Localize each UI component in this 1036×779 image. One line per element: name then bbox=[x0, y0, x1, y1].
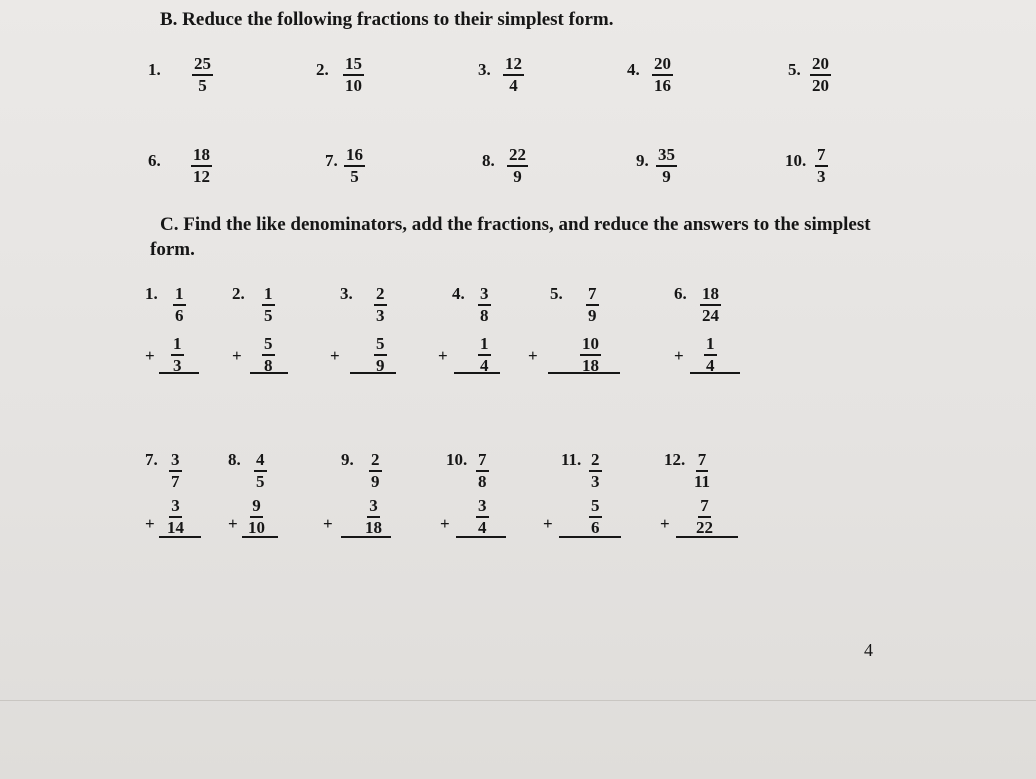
numerator: 18 bbox=[700, 284, 721, 306]
denominator: 11 bbox=[694, 472, 711, 491]
fraction-a bbox=[586, 284, 599, 326]
c-problem-2 bbox=[232, 284, 292, 380]
denominator: 9 bbox=[513, 167, 522, 186]
denominator: 7 bbox=[171, 472, 180, 491]
fraction-a bbox=[374, 284, 387, 326]
plus-sign: + bbox=[440, 514, 450, 533]
b-item-10-fraction bbox=[815, 145, 828, 187]
b-item-8-number: 8. bbox=[482, 151, 495, 170]
numerator: 16 bbox=[344, 145, 365, 167]
section-b-title: B. Reduce the following fractions to their simplest form. bbox=[160, 9, 614, 30]
numerator: 1 bbox=[262, 284, 275, 306]
denominator: 5 bbox=[198, 76, 207, 95]
b-item-2-number: 2. bbox=[316, 60, 329, 79]
plus-sign: + bbox=[232, 346, 242, 365]
b-item-10-number: 10. bbox=[785, 151, 807, 170]
fraction-b bbox=[580, 334, 601, 376]
numerator: 7 bbox=[586, 284, 599, 306]
denominator: 18 bbox=[582, 356, 599, 375]
plus-sign: + bbox=[145, 346, 155, 365]
fraction-b bbox=[589, 496, 602, 538]
numerator: 7 bbox=[815, 145, 828, 167]
plus-sign: + bbox=[543, 514, 553, 533]
denominator: 9 bbox=[371, 472, 380, 491]
fraction-b bbox=[704, 334, 717, 376]
numerator: 7 bbox=[698, 496, 711, 518]
numerator: 3 bbox=[169, 496, 182, 518]
answer-line bbox=[676, 536, 738, 538]
numerator: 5 bbox=[262, 334, 275, 356]
numerator: 2 bbox=[589, 450, 602, 472]
c-problem-7 bbox=[145, 450, 205, 546]
fraction-a bbox=[589, 450, 602, 492]
problem-number: 1. bbox=[145, 284, 158, 303]
denominator: 22 bbox=[696, 518, 713, 537]
plus-sign: + bbox=[528, 346, 538, 365]
fraction-b bbox=[478, 334, 491, 376]
denominator: 9 bbox=[588, 306, 597, 325]
answer-line bbox=[159, 372, 199, 374]
numerator: 10 bbox=[580, 334, 601, 356]
numerator: 9 bbox=[250, 496, 263, 518]
answer-line bbox=[559, 536, 621, 538]
denominator: 3 bbox=[817, 167, 826, 186]
answer-line bbox=[456, 536, 506, 538]
numerator: 35 bbox=[656, 145, 677, 167]
answer-line bbox=[548, 372, 620, 374]
fraction-a bbox=[476, 450, 489, 492]
b-item-7-number: 7. bbox=[325, 151, 338, 170]
section-c-title-line2: form. bbox=[150, 239, 195, 260]
numerator: 4 bbox=[254, 450, 267, 472]
denominator: 9 bbox=[376, 356, 385, 375]
numerator: 5 bbox=[589, 496, 602, 518]
numerator: 18 bbox=[191, 145, 212, 167]
denominator: 3 bbox=[173, 356, 182, 375]
numerator: 20 bbox=[810, 54, 831, 76]
b-item-5-fraction bbox=[810, 54, 831, 96]
b-item-1-number: 1. bbox=[148, 60, 161, 79]
b-item-3-number: 3. bbox=[478, 60, 491, 79]
c-problem-6 bbox=[674, 284, 744, 380]
b-item-2-fraction bbox=[343, 54, 364, 96]
problem-number: 9. bbox=[341, 450, 354, 469]
c-problem-8 bbox=[228, 450, 288, 546]
denominator: 4 bbox=[480, 356, 489, 375]
problem-number: 12. bbox=[664, 450, 686, 469]
answer-line bbox=[159, 536, 201, 538]
numerator: 12 bbox=[503, 54, 524, 76]
denominator: 16 bbox=[654, 76, 671, 95]
c-problem-4 bbox=[438, 284, 508, 380]
fraction-b bbox=[365, 496, 382, 538]
problem-number: 5. bbox=[550, 284, 563, 303]
problem-number: 11. bbox=[561, 450, 582, 469]
numerator: 3 bbox=[476, 496, 489, 518]
denominator: 4 bbox=[509, 76, 518, 95]
problem-number: 7. bbox=[145, 450, 158, 469]
numerator: 20 bbox=[652, 54, 673, 76]
numerator: 3 bbox=[169, 450, 182, 472]
plus-sign: + bbox=[660, 514, 670, 533]
denominator: 4 bbox=[706, 356, 715, 375]
answer-line bbox=[690, 372, 740, 374]
denominator: 5 bbox=[264, 306, 273, 325]
denominator: 5 bbox=[350, 167, 359, 186]
c-problem-10 bbox=[440, 450, 512, 546]
numerator: 7 bbox=[476, 450, 489, 472]
b-item-5-number: 5. bbox=[788, 60, 801, 79]
denominator: 24 bbox=[702, 306, 719, 325]
plus-sign: + bbox=[330, 346, 340, 365]
denominator: 8 bbox=[478, 472, 487, 491]
denominator: 6 bbox=[591, 518, 600, 537]
c-problem-11 bbox=[543, 450, 623, 546]
problem-number: 3. bbox=[340, 284, 353, 303]
numerator: 7 bbox=[696, 450, 709, 472]
c-problem-3 bbox=[330, 284, 400, 380]
problem-number: 10. bbox=[446, 450, 468, 469]
bottom-rule bbox=[0, 700, 1036, 701]
answer-line bbox=[454, 372, 500, 374]
denominator: 6 bbox=[175, 306, 184, 325]
denominator: 4 bbox=[478, 518, 487, 537]
denominator: 10 bbox=[248, 518, 265, 537]
plus-sign: + bbox=[674, 346, 684, 365]
b-item-6-number: 6. bbox=[148, 151, 161, 170]
denominator: 3 bbox=[591, 472, 600, 491]
b-item-3-fraction bbox=[503, 54, 524, 96]
b-item-6-fraction bbox=[191, 145, 212, 187]
denominator: 8 bbox=[264, 356, 273, 375]
c-problem-1 bbox=[145, 284, 205, 380]
denominator: 3 bbox=[376, 306, 385, 325]
fraction-a bbox=[369, 450, 382, 492]
problem-number: 8. bbox=[228, 450, 241, 469]
b-item-8-fraction bbox=[507, 145, 528, 187]
denominator: 20 bbox=[812, 76, 829, 95]
fraction-a bbox=[173, 284, 186, 326]
fraction-b bbox=[171, 334, 184, 376]
denominator: 9 bbox=[662, 167, 671, 186]
numerator: 22 bbox=[507, 145, 528, 167]
numerator: 15 bbox=[343, 54, 364, 76]
denominator: 10 bbox=[345, 76, 362, 95]
numerator: 1 bbox=[704, 334, 717, 356]
numerator: 5 bbox=[374, 334, 387, 356]
problem-number: 2. bbox=[232, 284, 245, 303]
fraction-a bbox=[478, 284, 491, 326]
answer-line bbox=[341, 536, 391, 538]
fraction-a bbox=[169, 450, 182, 492]
fraction-b bbox=[262, 334, 275, 376]
fraction-b bbox=[248, 496, 265, 538]
numerator: 1 bbox=[171, 334, 184, 356]
answer-line bbox=[250, 372, 288, 374]
denominator: 12 bbox=[193, 167, 210, 186]
answer-line bbox=[242, 536, 278, 538]
fraction-a bbox=[254, 450, 267, 492]
denominator: 14 bbox=[167, 518, 184, 537]
numerator: 1 bbox=[173, 284, 186, 306]
fraction-a bbox=[700, 284, 721, 326]
fraction-a bbox=[694, 450, 710, 492]
numerator: 3 bbox=[367, 496, 380, 518]
denominator: 5 bbox=[256, 472, 265, 491]
plus-sign: + bbox=[323, 514, 333, 533]
fraction-b bbox=[374, 334, 387, 376]
c-problem-12 bbox=[660, 450, 742, 546]
plus-sign: + bbox=[145, 514, 155, 533]
plus-sign: + bbox=[438, 346, 448, 365]
b-item-4-fraction bbox=[652, 54, 673, 96]
problem-number: 6. bbox=[674, 284, 687, 303]
plus-sign: + bbox=[228, 514, 238, 533]
c-problem-9 bbox=[323, 450, 403, 546]
fraction-b bbox=[167, 496, 184, 538]
denominator: 18 bbox=[365, 518, 382, 537]
fraction-b bbox=[696, 496, 713, 538]
c-problem-5 bbox=[528, 284, 624, 380]
b-item-1-fraction bbox=[192, 54, 213, 96]
numerator: 25 bbox=[192, 54, 213, 76]
numerator: 3 bbox=[478, 284, 491, 306]
numerator: 2 bbox=[374, 284, 387, 306]
b-item-4-number: 4. bbox=[627, 60, 640, 79]
denominator: 8 bbox=[480, 306, 489, 325]
b-item-9-number: 9. bbox=[636, 151, 649, 170]
b-item-9-fraction bbox=[656, 145, 677, 187]
fraction-a bbox=[262, 284, 275, 326]
problem-number: 4. bbox=[452, 284, 465, 303]
answer-line bbox=[350, 372, 396, 374]
page-number: 4 bbox=[864, 640, 873, 660]
numerator: 1 bbox=[478, 334, 491, 356]
b-item-7-fraction bbox=[344, 145, 365, 187]
section-c-title-line1: C. Find the like denominators, add the fractions, and reduce the answers to the simplest bbox=[160, 214, 871, 235]
fraction-b bbox=[476, 496, 489, 538]
numerator: 2 bbox=[369, 450, 382, 472]
